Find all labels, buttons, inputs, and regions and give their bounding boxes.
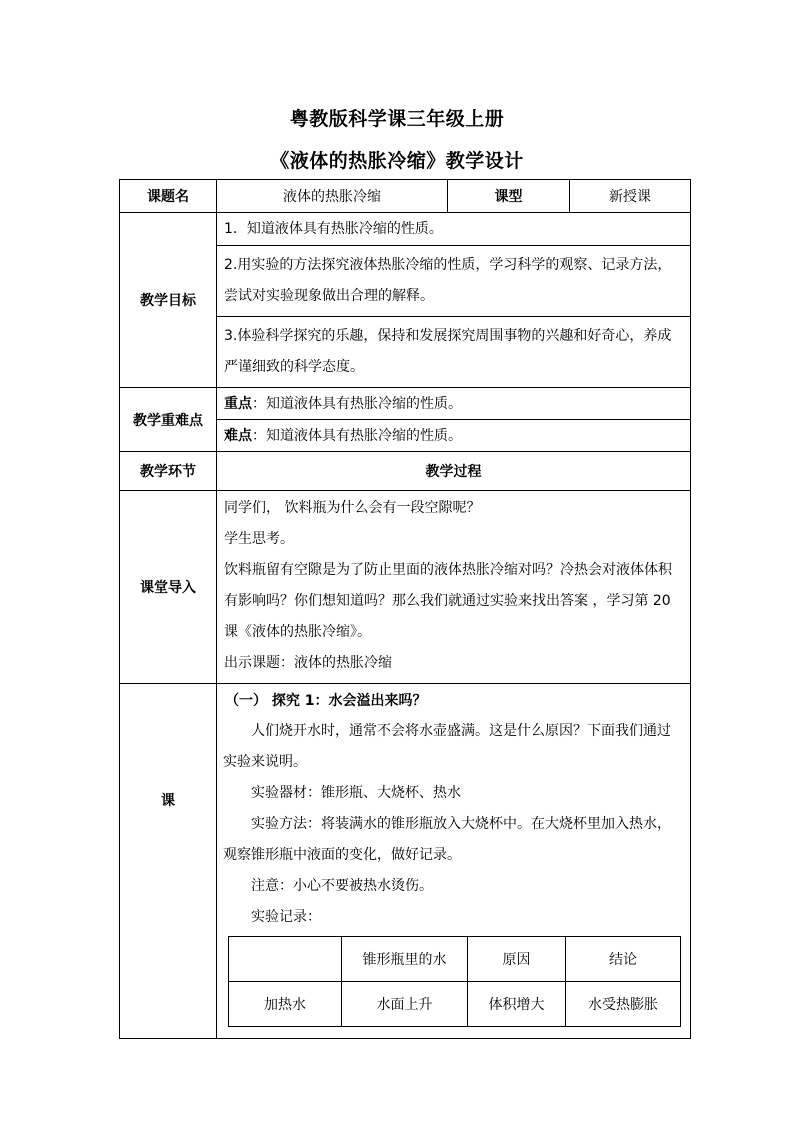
key-point-text: ：知道液体具有热胀冷缩的性质。: [252, 395, 462, 412]
objective-item: 1．知道液体具有热胀冷缩的性质。: [217, 213, 691, 246]
intro-line: 同学们， 饮料瓶为什么会有一段空隙呢？: [224, 500, 481, 516]
record-header: [229, 937, 342, 982]
record-cell: 体积增大: [468, 982, 566, 1027]
record-header: 锥形瓶里的水: [342, 937, 468, 982]
teaching-process-title: 教学过程: [217, 452, 691, 491]
record-cell: 加热水: [229, 982, 342, 1027]
intro-line: 出示课题：液体的热胀冷缩: [224, 655, 392, 671]
label-teaching-stage: 教学环节: [120, 452, 217, 491]
label-lesson: 课: [120, 684, 217, 1039]
record-header: 原因: [468, 937, 566, 982]
lesson-paragraph: 注意：小心不要被热水烫伤。: [251, 878, 433, 894]
table-row: [120, 213, 691, 246]
table-row: [120, 491, 691, 684]
table-row: [120, 684, 691, 1039]
intro-content: [217, 491, 691, 684]
intro-line: 学生思考。: [224, 531, 294, 547]
difficult-point-prefix: 难点: [224, 427, 252, 444]
experiment-record-table: [228, 936, 681, 1027]
difficult-point-text: ：知道液体具有热胀冷缩的性质。: [252, 427, 462, 444]
label-intro: 课堂导入: [120, 491, 217, 684]
key-point: [217, 388, 691, 420]
table-row: [120, 388, 691, 420]
lesson-plan-table: [119, 179, 691, 1039]
record-cell: 水面上升: [342, 982, 468, 1027]
lesson-content: [217, 684, 691, 1039]
key-point-prefix: 重点: [224, 395, 252, 412]
table-row: [229, 937, 681, 982]
section-heading: （一） 探究 1：水会溢出来吗？: [225, 693, 427, 709]
document-subtitle: 《液体的热胀冷缩》教学设计: [270, 150, 524, 172]
topic-value: 液体的热胀冷缩: [217, 180, 448, 213]
table-row: [229, 982, 681, 1027]
record-header: 结论: [566, 937, 681, 982]
type-value: 新授课: [570, 180, 691, 213]
label-key-points: 教学重难点: [120, 388, 217, 452]
lesson-paragraph: 实验记录：: [251, 909, 321, 925]
lesson-paragraph: 实验方法：将装满水的锥形瓶放入大烧杯中。在大烧杯里加入热水，观察锥形瓶中液面的变化，做好记录。: [223, 816, 671, 863]
difficult-point: [217, 420, 691, 452]
intro-line: 饮料瓶留有空隙是为了防止里面的液体热胀冷缩对吗？冷热会对液体体积有影响吗？你们想知道吗？那么我们就通过实验来找出答案 ，学习第 20 课《液体的热胀冷缩》。: [224, 562, 672, 640]
table-row: [120, 180, 691, 213]
label-topic: 课题名: [120, 180, 217, 213]
objective-item: 3.体验科学探究的乐趣，保持和发展探究周围事物的兴趣和好奇心，养成严谨细致的科学态度。: [217, 317, 691, 388]
label-objectives: 教学目标: [120, 213, 217, 388]
lesson-paragraph: 实验器材：锥形瓶、大烧杯、热水: [251, 785, 461, 801]
objective-item: 2.用实验的方法探究液体热胀冷缩的性质，学习科学的观察、记录方法，尝试对实验现象做出合理的解释。: [217, 246, 691, 317]
table-row: [120, 452, 691, 491]
label-type: 课型: [448, 180, 570, 213]
document-title: 粤教版科学课三年级上册: [289, 108, 505, 130]
lesson-paragraph: 人们烧开水时，通常不会将水壶盛满。这是什么原因？下面我们通过实验来说明。: [223, 723, 671, 770]
record-cell: 水受热膨胀: [566, 982, 681, 1027]
